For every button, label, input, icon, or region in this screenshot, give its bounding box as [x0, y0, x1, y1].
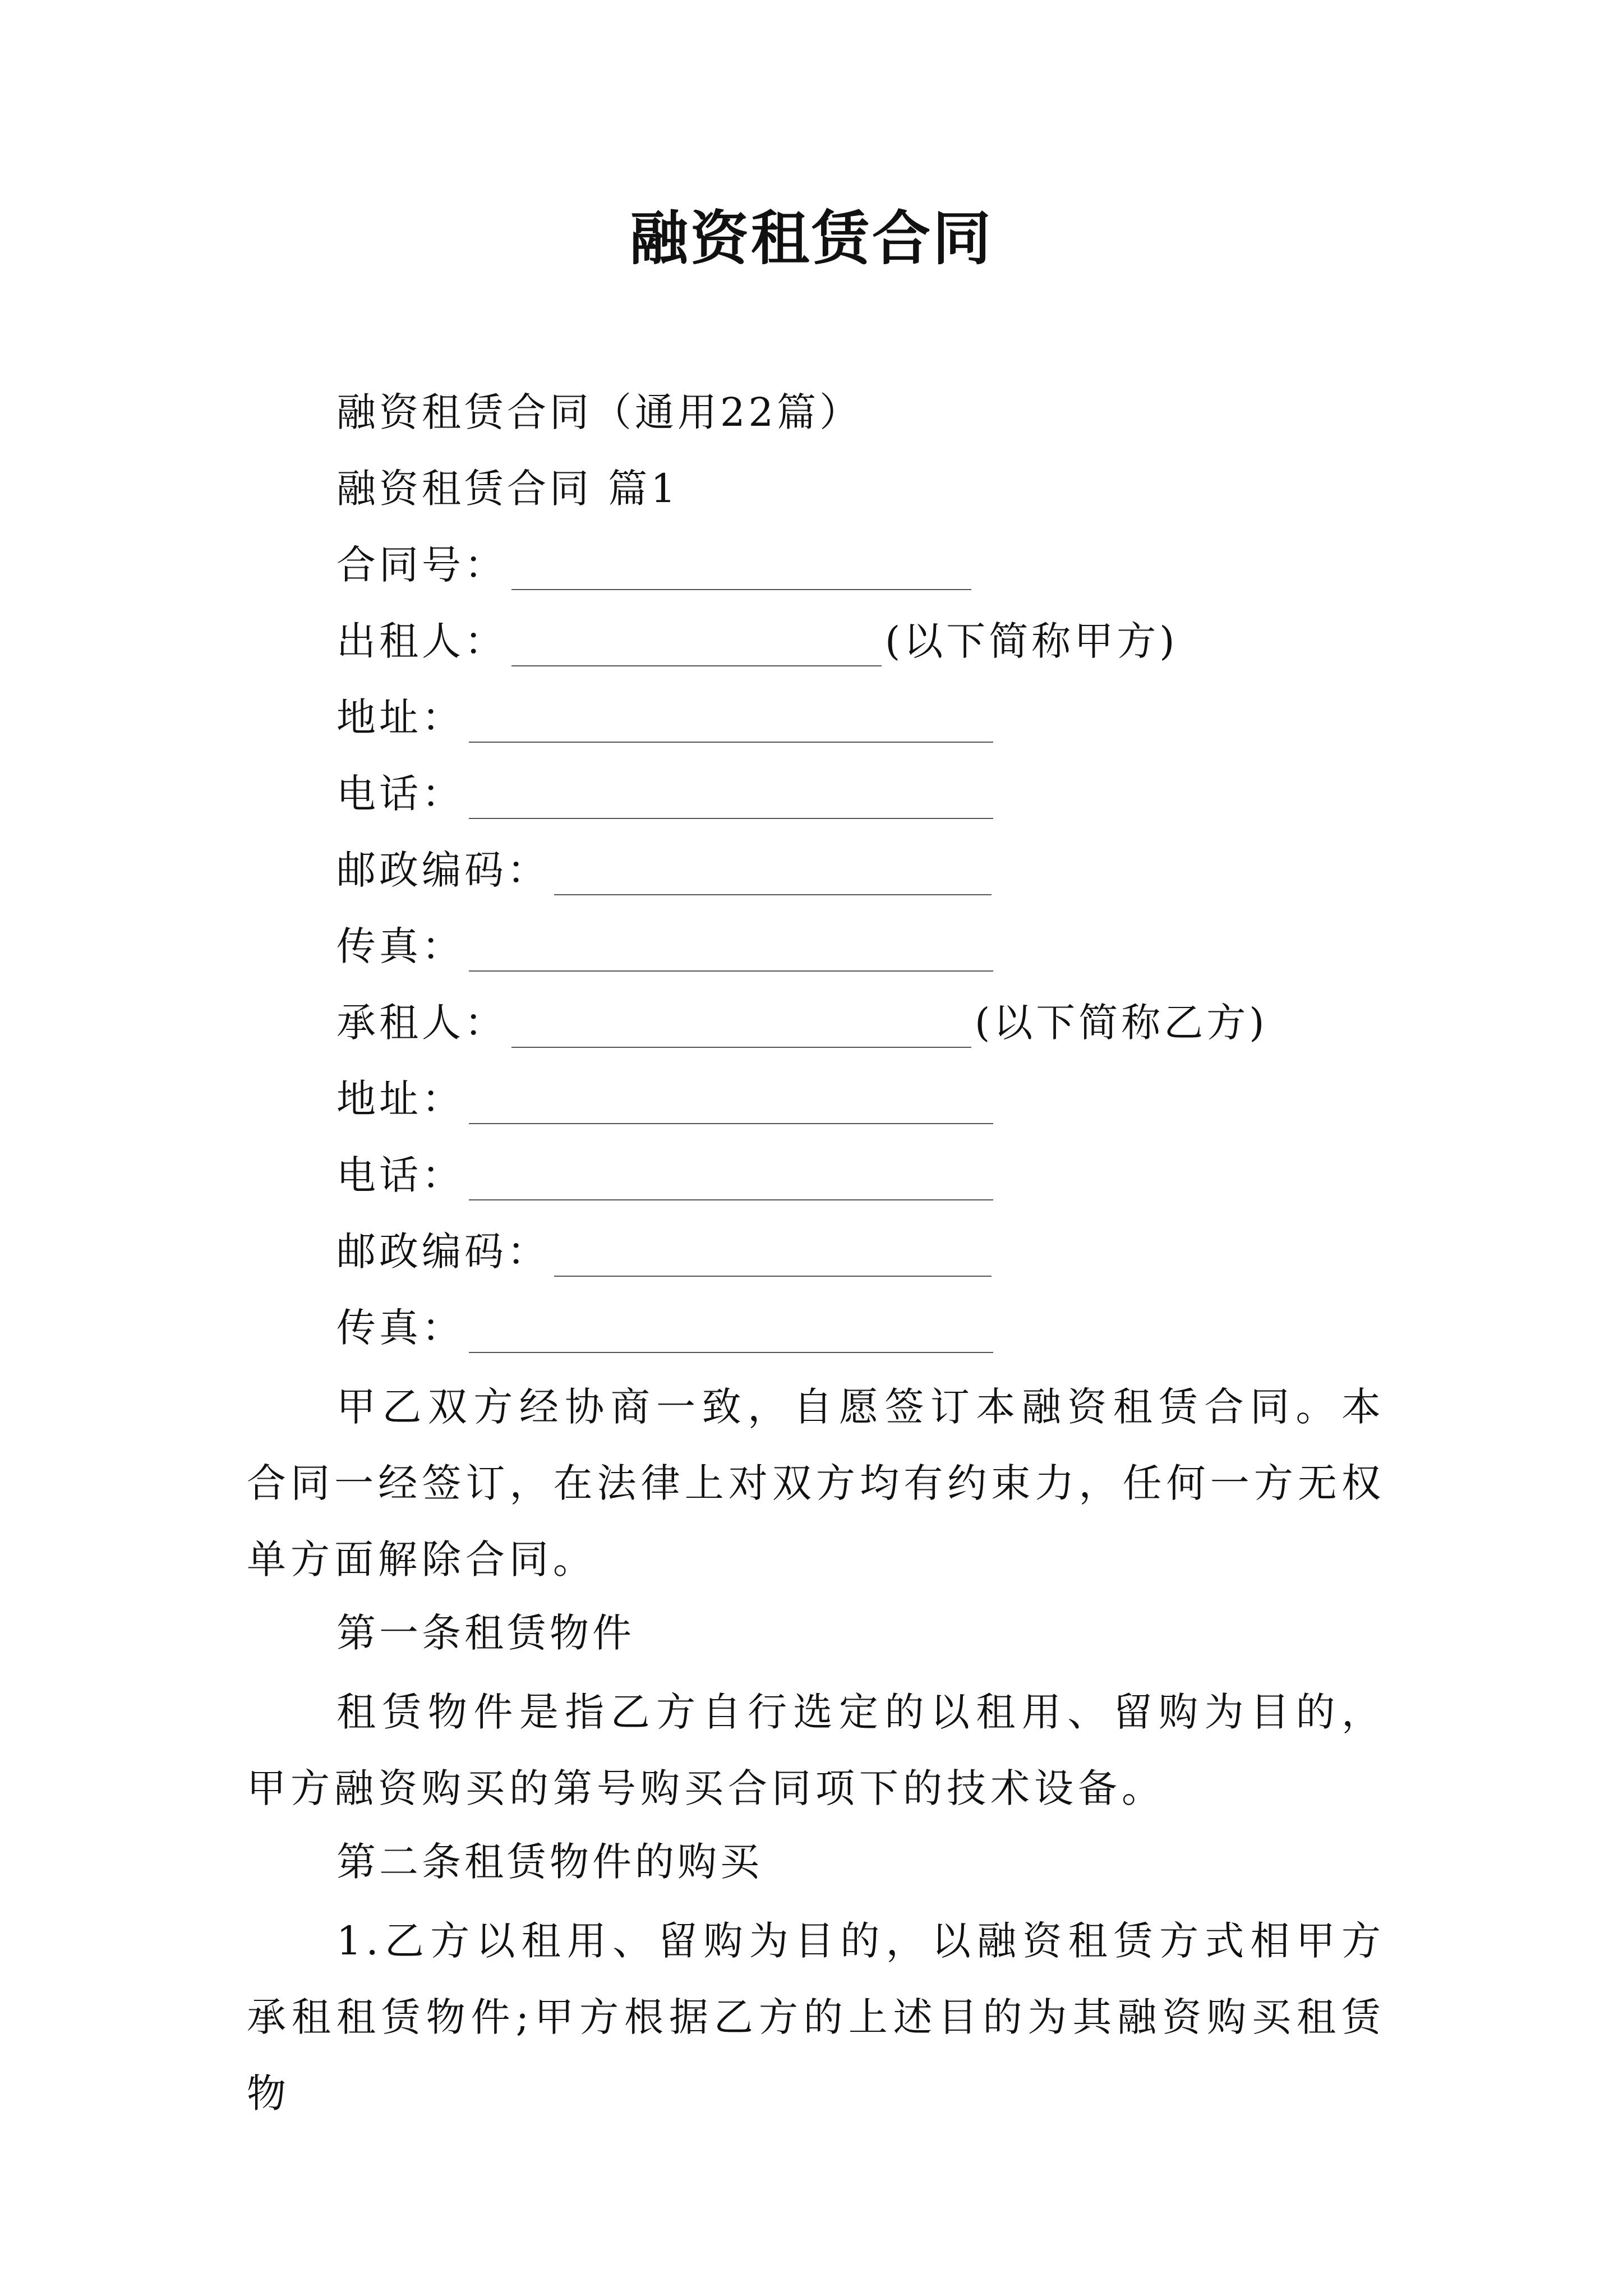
lessee-suffix: (以下简称乙方): [975, 1000, 1268, 1046]
field-label: 邮政编码：: [336, 1228, 550, 1274]
lessor-postcode-field: [336, 845, 992, 895]
section-title: 融资租赁合同 篇1: [336, 466, 679, 512]
document-title: 融资租赁合同: [629, 204, 993, 273]
article-2-text: 1.乙方以租用、留购为目的，以融资租赁方式相甲方承租租赁物件;甲方根据乙方的上述目的为其融资购买租赁物: [247, 1918, 1385, 2116]
lessee-phone-field: [336, 1150, 993, 1200]
lessee-address-field: [336, 1074, 993, 1124]
lessor-postcode-blank[interactable]: [554, 859, 992, 895]
lessor-fax-blank[interactable]: [469, 936, 993, 972]
article-1-text: 租赁物件是指乙方自行选定的以租用、留购为目的，甲方融资购买的第号购买合同项下的技术设备。: [247, 1689, 1385, 1811]
lessor-address-blank[interactable]: [469, 707, 993, 743]
field-label: 地址：: [336, 694, 464, 740]
field-label: 传真：: [336, 923, 464, 969]
lessor-field: [336, 616, 1178, 666]
field-label: 传真：: [336, 1305, 464, 1351]
article-2-heading: 第二条租赁物件的购买: [336, 1839, 763, 1885]
field-label: 出租人：: [336, 618, 507, 664]
field-label: 合同号：: [336, 542, 507, 588]
lessee-fax-blank[interactable]: [469, 1317, 993, 1353]
lessor-address-field: [336, 692, 993, 743]
lessor-suffix: (以下简称甲方): [885, 618, 1178, 664]
lessor-blank[interactable]: [511, 631, 882, 666]
lessee-postcode-field: [336, 1226, 992, 1277]
contract-number-blank[interactable]: [511, 554, 971, 590]
lessee-postcode-blank[interactable]: [554, 1241, 992, 1277]
lessee-blank[interactable]: [511, 1012, 971, 1048]
field-label: 地址：: [336, 1076, 464, 1122]
field-label: 电话：: [336, 1152, 464, 1198]
lessor-phone-field: [336, 769, 993, 819]
lessor-phone-blank[interactable]: [469, 783, 993, 819]
lessor-fax-field: [336, 921, 993, 972]
document-subtitle: 融资租赁合同（通用22篇）: [336, 389, 863, 435]
lessee-fax-field: [336, 1303, 993, 1353]
lessee-field: [336, 997, 1268, 1048]
intro-paragraph: 甲乙双方经协商一致，自愿签订本融资租赁合同。本合同一经签订，在法律上对双方均有约束力，任何一方无权单方面解除合同。: [247, 1384, 1385, 1582]
article-1-heading: 第一条租赁物件: [336, 1610, 635, 1656]
field-label: 邮政编码：: [336, 847, 550, 893]
contract-number-field: [336, 540, 971, 590]
lessee-address-blank[interactable]: [469, 1088, 993, 1124]
field-label: 电话：: [336, 771, 464, 817]
lessee-phone-blank[interactable]: [469, 1165, 993, 1200]
field-label: 承租人：: [336, 1000, 507, 1046]
